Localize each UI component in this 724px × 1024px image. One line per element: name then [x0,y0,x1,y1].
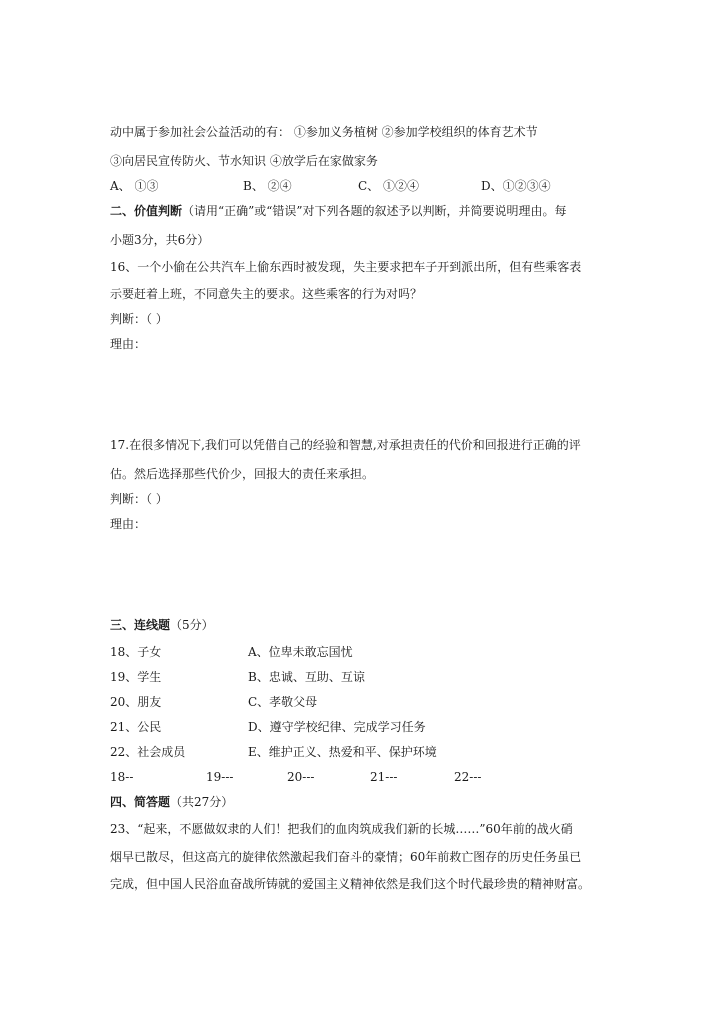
section3-title-rest: （5分） [170,618,214,632]
section2-title: 二、价值判断 [110,204,183,218]
q16-judge: 判断：（ ） [110,312,168,326]
q15-option-c: C、 ①②④ [358,179,419,193]
match-right-a: A、位卑未敢忘国忧 [248,645,353,659]
match-left-22: 22、社会成员 [110,745,186,759]
q15-option-b: B、 ②④ [243,179,292,193]
q16-reason: 理由： [110,337,147,351]
q17-line2: 估。然后选择那些代价少，回报大的责任来承担。 [110,467,375,481]
answer-18: 18-- [110,770,134,784]
answer-22: 22--- [454,770,482,784]
section4-heading [110,794,233,810]
match-left-18: 18、子女 [110,645,162,659]
q15-line2: ③向居民宣传防火、节水知识 ④放学后在家做家务 [110,154,378,168]
section3-title: 三、连线题 [110,618,171,632]
section2-title-rest: （请用“正确”或“错误”对下列各题的叙述予以判断，并简要说明理由。每 [182,204,567,218]
q15-option-a: A、 ①③ [110,179,159,193]
q16-line1: 16、一个小偷在公共汽车上偷东西时被发现，失主要求把车子开到派出所，但有些乘客表 [110,260,582,274]
q15-option-d: D、①②③④ [481,179,551,193]
section4-title-rest: （共27分） [170,795,234,809]
answer-19: 19--- [206,770,234,784]
match-right-d: D、遵守学校纪律、完成学习任务 [248,720,426,734]
answer-21: 21--- [370,770,398,784]
q23-line3: 完成，但中国人民浴血奋战所铸就的爱国主义精神依然是我们这个时代最珍贵的精神财富。 [110,877,591,891]
match-left-20: 20、朋友 [110,695,162,709]
q16-line2: 示要赶着上班，不同意失主的要求。这些乘客的行为对吗？ [110,287,423,301]
q17-line1: 17.在很多情况下,我们可以凭借自己的经验和智慧,对承担责任的代价和回报进行正确的评 [110,438,581,452]
match-right-b: B、忠诚、互助、互谅 [248,670,365,684]
answer-20: 20--- [287,770,315,784]
q17-judge: 判断：（ ） [110,492,168,506]
section3-heading [110,617,214,633]
q15-line1: 动中属于参加社会公益活动的有： ①参加义务植树 ②参加学校组织的体育艺术节 [110,125,538,139]
section2-title-line2: 小题3分，共6分） [110,233,210,247]
section2-heading [110,203,567,219]
match-right-c: C、孝敬父母 [248,695,318,709]
match-left-19: 19、学生 [110,670,162,684]
match-right-e: E、维护正义、热爱和平、保护环境 [248,745,437,759]
match-left-21: 21、公民 [110,720,162,734]
q23-line1: 23、“起来，不愿做奴隶的人们！把我们的血肉筑成我们新的长城……”60年前的战火硝 [110,822,573,836]
q17-reason: 理由： [110,517,147,531]
q23-line2: 烟早已散尽，但这高亢的旋律依然激起我们奋斗的豪情；60年前救亡图存的历史任务虽已 [110,850,582,864]
section4-title: 四、简答题 [110,795,171,809]
